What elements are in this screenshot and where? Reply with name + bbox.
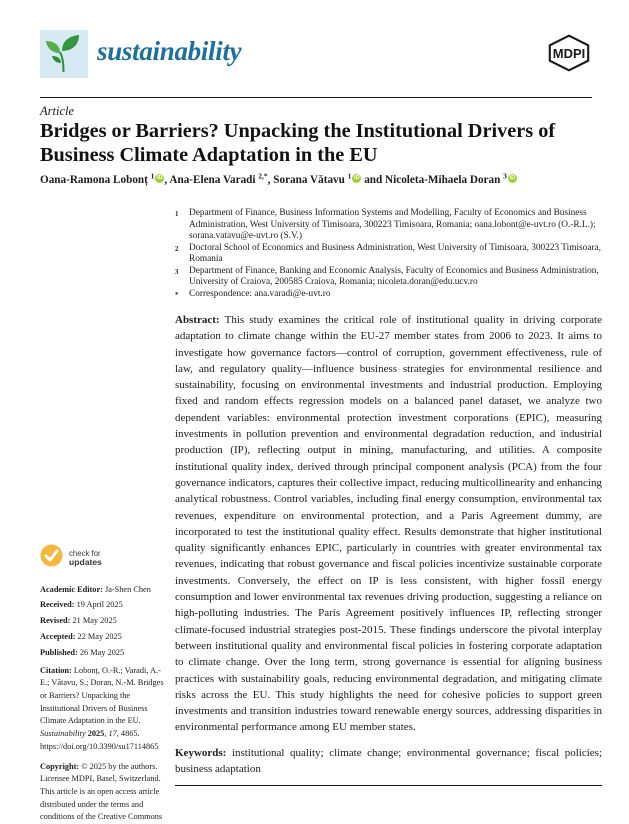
citation-journal: Sustainability	[40, 729, 86, 738]
author-affil-sup: 1	[348, 171, 352, 180]
keywords-text: institutional quality; climate change; environmental governance; fiscal policies; business adaptation	[175, 747, 602, 775]
affiliation-correspondence	[175, 289, 602, 302]
author-name: Sorana Vătavu	[273, 174, 345, 186]
affiliation	[175, 243, 602, 266]
citation-label: Citation:	[40, 666, 72, 675]
date-accepted: Accepted: 22 May 2025	[40, 629, 168, 645]
citation	[40, 665, 168, 754]
mdpi-logo-text: MDPI	[553, 46, 585, 61]
orcid-icon[interactable]: iD	[508, 174, 517, 183]
history-dates	[40, 597, 168, 660]
journal-title: sustainability	[97, 36, 241, 67]
abstract-label: Abstract:	[175, 314, 220, 326]
academic-editor	[40, 582, 168, 598]
copyright-notice	[40, 761, 168, 824]
author: and Nicoleta-Mihaela Doran $^3$ iD	[361, 174, 516, 186]
citation-year: 2025	[86, 729, 105, 738]
check-updates-icon	[40, 544, 63, 572]
author-name: Oana-Ramona Lobonț	[40, 174, 148, 186]
orcid-icon[interactable]: iD	[352, 174, 361, 183]
sustainability-logo-icon	[40, 30, 88, 78]
citation-volume: , 17	[104, 729, 116, 738]
citation-body: Lobonț, O.-R.; Varadi, A.-E.; Vătavu, S.; Doran, N.-M. Bridges or Barriers? Unpacking the Institutional Drivers of Business Climate Adaptation in the EU.	[40, 666, 164, 726]
abstract	[175, 312, 602, 736]
affiliation	[175, 266, 602, 289]
page-title: Bridges or Barriers? Unpacking the Institutional Drivers of Business Climate Adaptation in the EU	[40, 120, 597, 167]
affiliation-marker: 1	[175, 208, 189, 243]
author	[40, 174, 164, 186]
sidebar	[40, 544, 168, 824]
orcid-icon[interactable]: iD	[155, 174, 164, 183]
date-revised: Revised: 21 May 2025	[40, 613, 168, 629]
check-updates-label: check for updates	[69, 549, 102, 567]
affiliation-marker: 2	[175, 243, 189, 266]
author: , Ana-Elena Varadi $^{2,*}$	[164, 174, 267, 186]
abstract-text: This study examines the critical role of institutional quality in driving corporate adaptation to climate change within the EU-27 member states from 2006 to 2023. It aims to investigate how governance factors—control of corruption, government effectiveness, rule of law, and regulatory quality—influence business strategies for environmental resilience and sustainability, focusing on environmental investments and industrial production. Employing fixed and random effects regression models on a balanced panel dataset, we analyze two dependent variables: environmental protection investment corporations (EPIC), measuring investments in pollution prevention and environmental degradation reduction, and industrial production (IP), reflecting output in mining, manufacturing, and utilities. A composite institutional quality index, derived through principal component analysis (PCA) from the four governance indicators, captures their collective impact, reducing multicollinearity and enhancing analytical robustness. Control variables, including final energy consumption, environmental tax revenues, expenditure on environmental protection, and a Paris Agreement dummy, are incorporated to test the institutional quality effect. Results demonstrate that higher institutional quality significantly enhances EPIC, particularly in countries with greater environmental tax revenues, indicating that robust governance and fiscal policies incentivize sustainable corporate investments. Conversely, the effect on IP is less consistent, with higher fossil energy consumption and lower environmental tax revenues driving production, suggesting a reliance on high-polluting industries. The Paris Agreement positively influences IP, reflecting stronger climate-focused industrial strategies post-2015. These findings underscore the pivotal interplay between institutional quality and environmental fiscal policies in fostering corporate adaptation to climate change. Over the long term, strong governance is essential for aligning business practices with sustainability goals, reducing environmental degradation, and mitigating climate risks across the EU. This study highlights the need for cohesive policies to support green investments and transition industries toward renewable energy sources, addressing disparities in environmental performance among EU member states.	[175, 314, 602, 733]
main-column	[175, 208, 602, 786]
affiliation	[175, 208, 602, 243]
copyright-label: Copyright:	[40, 762, 79, 771]
correspondence-marker: *	[175, 289, 189, 302]
article-type-label: Article	[40, 104, 74, 119]
check-for-updates-button[interactable]	[40, 544, 168, 572]
author: , Sorana Vătavu $^1$ iD	[268, 174, 362, 186]
author-name: Ana-Elena Varadi	[169, 174, 255, 186]
keywords-label: Keywords:	[175, 747, 226, 759]
date-published: Published: 26 May 2025	[40, 645, 168, 661]
copyright-text: © 2025 by the authors. Licensee MDPI, Basel, Switzerland. This article is an open access article distributed under the terms and conditions of the Creative Commons	[40, 762, 162, 822]
affiliation-text: Department of Finance, Business Information Systems and Modelling, Faculty of Economics and Business Administration, West University of Timisoara, 300223 Timisoara, Romania; oana.lobont@e-uvt.ro (O.-R.L.); sorana.vatavu@e-uvt.ro (S.V.)	[189, 208, 602, 243]
header-divider	[40, 97, 592, 98]
affiliation-list	[175, 208, 602, 301]
affiliation-marker: 3	[175, 266, 189, 289]
affiliation-text: Doctoral School of Economics and Business Administration, West University of Timisoara, 300223 Timisoara, Romania	[189, 243, 602, 266]
author-affil-sup: 3	[503, 171, 507, 180]
author-affil-sup: 2,*	[258, 171, 267, 180]
academic-editor-label: Academic Editor:	[40, 585, 103, 594]
academic-editor-name: Ja-Shen Chen	[103, 585, 151, 594]
affiliation-text: Department of Finance, Banking and Economic Analysis, Faculty of Economics and Business Administration, University of Craiova, 200585 Craiova, Romania; nicoleta.doran@edu.ucv.ro	[189, 266, 602, 289]
mdpi-logo-icon	[545, 33, 593, 78]
author-list	[40, 171, 597, 186]
author-affil-sup: 1	[151, 171, 155, 180]
citation-doi-link[interactable]: https://doi.org/10.3390/su17114865	[40, 742, 158, 751]
citation-pages: , 4865.	[117, 729, 140, 738]
author-name: Nicoleta-Mihaela Doran	[385, 174, 500, 186]
section-divider	[175, 785, 602, 786]
date-received: Received: 19 April 2025	[40, 597, 168, 613]
keywords	[175, 745, 602, 778]
correspondence-text: Correspondence: ana.varadi@e-uvt.ro	[189, 289, 602, 302]
